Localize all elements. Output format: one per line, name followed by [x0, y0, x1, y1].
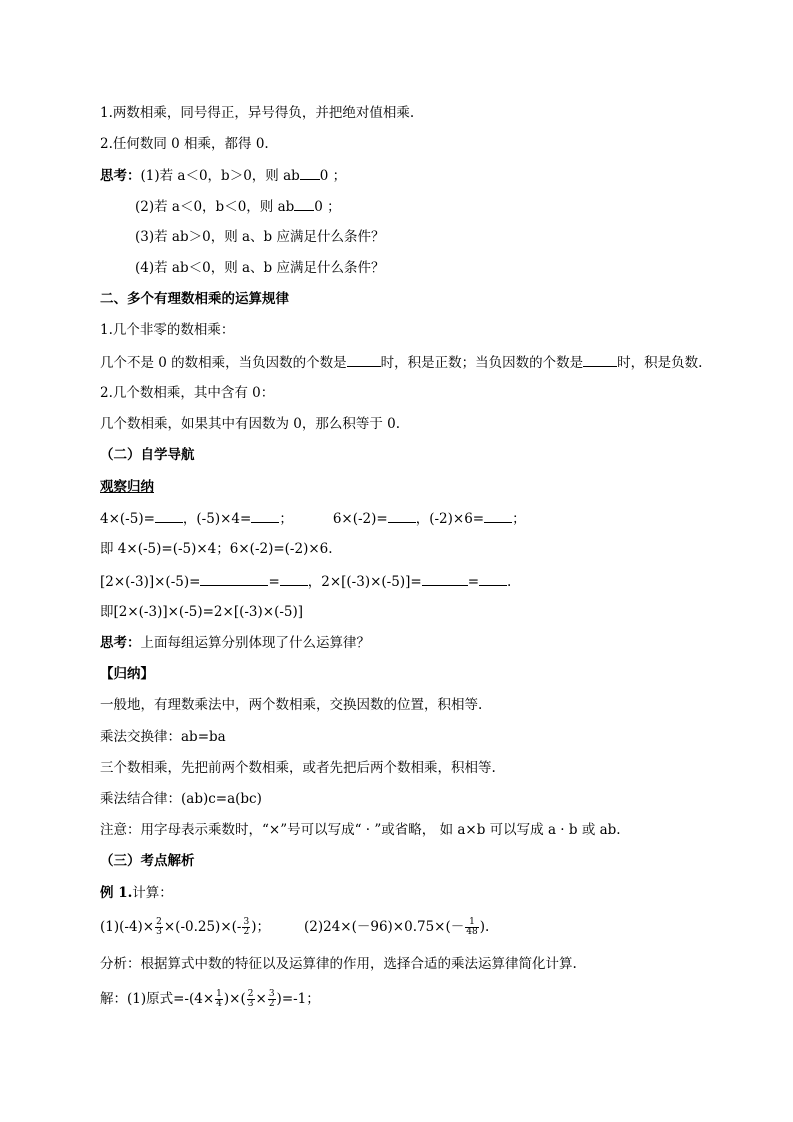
think-label: 思考： [100, 635, 141, 651]
solution-line: 解：(1)原式=-(4× $\frac{1}{4}$ )×( $\frac{2}{3}$ × $\frac{3}{2}$ )=-1； [100, 989, 320, 1009]
fraction: $\frac{1}{4}$ [216, 989, 222, 1009]
example-problems: (1)(-4)× $\frac{2}{3}$ ×(-0.25)×(- $\frac{3}{2}$ )； (2)24×(－96)×0.75×(－ $\frac{1}{48}$ ). [100, 917, 490, 937]
section-2-item-2: 2.几个数相乘，其中含有 0： [100, 385, 275, 401]
self-study-heading: （二）自学导航 [100, 447, 195, 463]
summary-text-2: 乘法交换律：ab=ba [100, 729, 226, 745]
answer-blank [484, 508, 512, 523]
example-1: 例 1.计算： [100, 885, 173, 901]
answer-blank [294, 196, 314, 211]
rule-2: 2.任何数同 0 相乘，都得 0. [100, 136, 269, 152]
answer-blank [300, 165, 320, 180]
summary-text-4: 乘法结合律：(ab)c=a(bc) [100, 791, 262, 807]
analysis-text: 分析：根据算式中数的特征以及运算律的作用，选择合适的乘法运算律简化计算. [100, 956, 577, 972]
think-label: 思考： [100, 168, 141, 184]
think-q1: 思考：(1)若 a＜0，b＞0，则 ab 0 ； [100, 165, 346, 186]
answer-blank [347, 352, 381, 367]
equation-row-1: 4×(-5)= ，(-5)×4= ； 6×(-2)= ，(-2)×6= ； [100, 508, 526, 529]
example-label: 例 1. [100, 885, 133, 901]
summary-heading: 【归纳】 [100, 666, 154, 682]
equation-row-3: [2×(-3)]×(-5)= = ，2×[(-3)×(-5)]= = . [100, 571, 511, 592]
fraction: $\frac{2}{3}$ [156, 917, 162, 937]
think-q3: (3)若 ab＞0，则 a、b 应满足什么条件？ [135, 229, 385, 245]
fraction: $\frac{1}{48}$ [466, 917, 478, 937]
answer-blank [155, 508, 183, 523]
summary-text-3: 三个数相乘，先把前两个数相乘，或者先把后两个数相乘，积相等. [100, 760, 496, 776]
section-2-item-1: 1.几个非零的数相乘： [100, 322, 235, 338]
think-2: 思考：上面每组运算分别体现了什么运算律？ [100, 635, 370, 651]
fraction: $\frac{3}{2}$ [243, 917, 250, 937]
think-q4: (4)若 ab＜0，则 a、b 应满足什么条件？ [135, 260, 385, 276]
answer-blank [422, 571, 468, 586]
answer-blank [200, 571, 268, 586]
section-2-item-1-text: 几个不是 0 的数相乘，当负因数的个数是 时，积是正数；当负因数的个数是 时，积是负数. [100, 352, 702, 373]
fraction: $\frac{2}{3}$ [247, 989, 254, 1009]
summary-note: 注意：用字母表示乘数时，“×”号可以写成“ · ”或省略， 如 a×b 可以写成 a · b 或 ab. [100, 822, 621, 838]
summary-text-1: 一般地，有理数乘法中，两个数相乘，交换因数的位置，积相等. [100, 697, 483, 713]
section-2-item-2-text: 几个数相乘，如果其中有因数为 0，那么积等于 0. [100, 416, 401, 432]
answer-blank [388, 508, 416, 523]
observe-heading: 观察归纳 [100, 479, 154, 495]
think-q2: (2)若 a＜0，b＜0，则 ab 0 ； [135, 196, 341, 217]
answer-blank [583, 352, 617, 367]
equation-row-2: 即 4×(-5)=(-5)×4；6×(-2)=(-2)×6. [100, 541, 333, 557]
fraction: $\frac{3}{2}$ [268, 989, 275, 1009]
equation-row-4: 即[2×(-3)]×(-5)=2×[(-3)×(-5)] [100, 604, 304, 620]
section-2-heading: 二、多个有理数相乘的运算规律 [100, 291, 289, 307]
answer-blank [479, 571, 507, 586]
answer-blank [251, 508, 279, 523]
rule-1: 1.两数相乘，同号得正，异号得负，并把绝对值相乘. [100, 105, 415, 121]
analysis-heading: （三）考点解析 [100, 853, 195, 869]
answer-blank [280, 571, 308, 586]
